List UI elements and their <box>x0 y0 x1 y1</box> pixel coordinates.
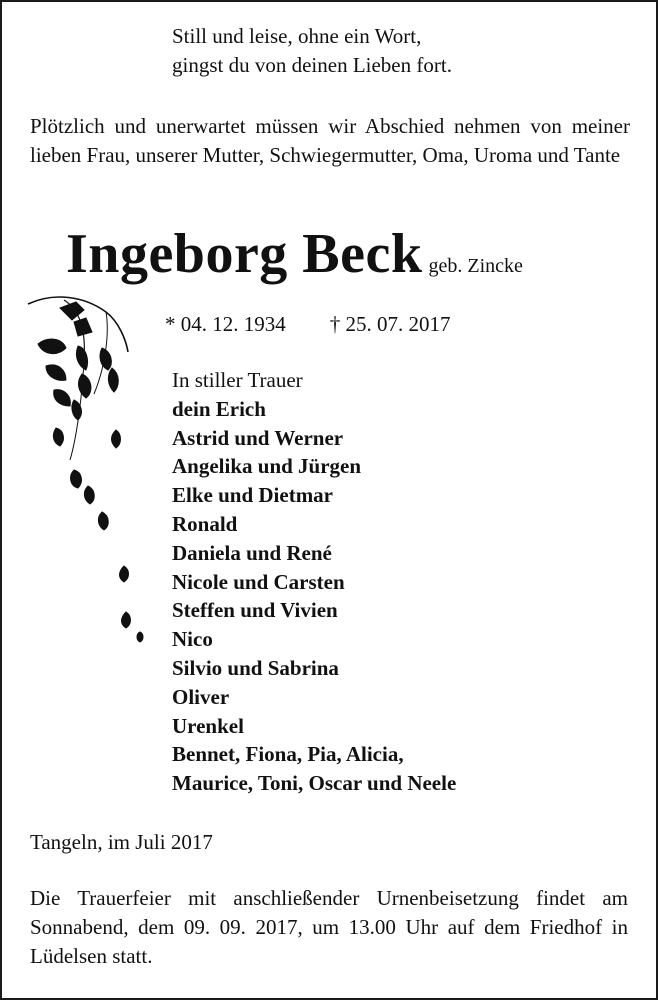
mourner: Nicole und Carsten <box>172 569 345 594</box>
deceased-name-line <box>66 222 523 286</box>
mourner: Elke und Dietmar <box>172 483 334 508</box>
mourner: Bennet, Fiona, Pia, Alicia, <box>172 742 404 767</box>
mourner: dein Erich <box>172 396 266 421</box>
mourner: Silvio und Sabrina <box>172 655 339 680</box>
verse-line-1: Still und leise, ohne ein Wort, <box>172 24 422 48</box>
mourner: Nico <box>172 627 213 652</box>
life-dates <box>165 310 451 338</box>
funeral-notice: Die Trauerfeier mit anschließender Urnenbeisetzung findet am Sonnabend, dem 09. 09. 2017, um 13.00 Uhr auf dem Friedhof in Lüdelsen statt. <box>30 886 628 968</box>
mourners-list <box>172 366 456 798</box>
mourner: Steffen und Vivien <box>172 598 338 623</box>
leaf-branch-icon <box>24 290 154 670</box>
mourner: Urenkel <box>172 713 244 738</box>
mourner: Ronald <box>172 511 238 536</box>
mourner: Daniela und René <box>172 540 332 565</box>
intro-text: Plötzlich und unerwartet müssen wir Abschied nehmen von meiner lieben Frau, unserer Mutter, Schwiegermutter, Oma, Uroma und Tante <box>30 114 630 167</box>
mourner: Oliver <box>172 684 230 709</box>
mourners-lead: In stiller Trauer <box>172 368 303 392</box>
birth-date: * 04. 12. 1934 <box>165 312 286 336</box>
death-date: † 25. 07. 2017 <box>329 312 451 336</box>
verse <box>172 22 452 80</box>
mourner: Astrid und Werner <box>172 425 344 450</box>
mourner: Angelika und Jürgen <box>172 454 362 479</box>
maiden-name: geb. Zincke <box>428 255 523 277</box>
verse-line-2: gingst du von deinen Lieben fort. <box>172 53 452 77</box>
place-date: Tangeln, im Juli 2017 <box>30 830 213 854</box>
mourner: Maurice, Toni, Oscar und Neele <box>172 771 457 796</box>
deceased-name: Ingeborg Beck <box>66 223 423 285</box>
